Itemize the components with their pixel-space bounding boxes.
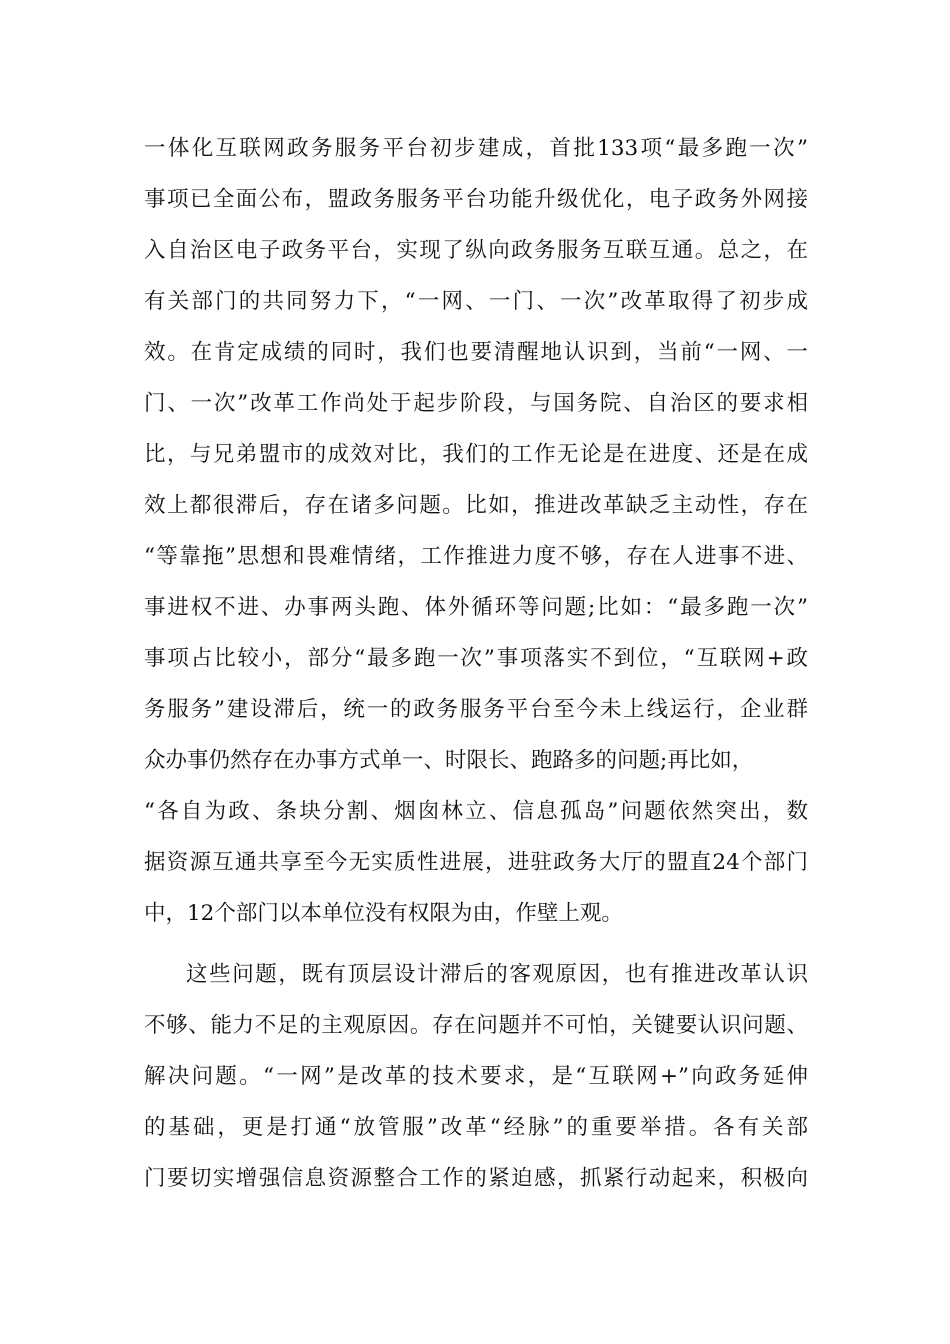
text-line: 入自治区电子政务平台，实现了纵向政务服务互联互通。总之，在 [144, 238, 808, 263]
text-line: “各自为政、条块分割、烟囱林立、信息孤岛”问题依然突出，数 [144, 799, 808, 824]
text-line: 事项占比较小，部分“最多跑一次”事项落实不到位，“互联网+政 [144, 646, 808, 671]
text-line: 不够、能力不足的主观原因。存在问题并不可怕，关键要认识问题、 [144, 1013, 808, 1038]
text-line: 中，12个部门以本单位没有权限为由，作壁上观。 [144, 901, 623, 926]
text-line: 效上都很滞后，存在诸多问题。比如，推进改革缺乏主动性，存在 [144, 493, 808, 518]
text-line: “等靠拖”思想和畏难情绪，工作推进力度不够，存在人进事不进、 [144, 544, 808, 569]
text-line: 有关部门的共同努力下，“一网、一门、一次”改革取得了初步成 [144, 289, 808, 314]
text-line: 这些问题，既有顶层设计滞后的客观原因，也有推进改革认识 [186, 962, 808, 987]
text-line: 门要切实增强信息资源整合工作的紧迫感，抓紧行动起来，积极向 [144, 1166, 808, 1191]
text-line: 门、一次”改革工作尚处于起步阶段，与国务院、自治区的要求相 [144, 391, 808, 416]
text-line: 事项已全面公布，盟政务服务平台功能升级优化，电子政务外网接 [144, 187, 808, 212]
text-line: 据资源互通共享至今无实质性进展，进驻政务大厅的盟直24个部门 [144, 850, 808, 875]
text-line: 务服务”建设滞后，统一的政务服务平台至今未上线运行，企业群 [144, 697, 808, 722]
text-line: 效。在肯定成绩的同时，我们也要清醒地认识到，当前“一网、一 [144, 340, 808, 365]
text-line: 一体化互联网政务服务平台初步建成，首批133项“最多跑一次” [144, 136, 808, 161]
text-line: 众办事仍然存在办事方式单一、时限长、跑路多的问题;再比如， [144, 748, 754, 773]
text-line: 的基础，更是打通“放管服”改革“经脉”的重要举措。各有关部 [144, 1115, 808, 1140]
text-line: 比，与兄弟盟市的成效对比，我们的工作无论是在进度、还是在成 [144, 442, 808, 467]
text-line: 解决问题。“一网”是改革的技术要求，是“互联网+”向政务延伸 [144, 1064, 808, 1089]
text-line: 事进权不进、办事两头跑、体外循环等问题;比如：“最多跑一次” [144, 595, 808, 620]
